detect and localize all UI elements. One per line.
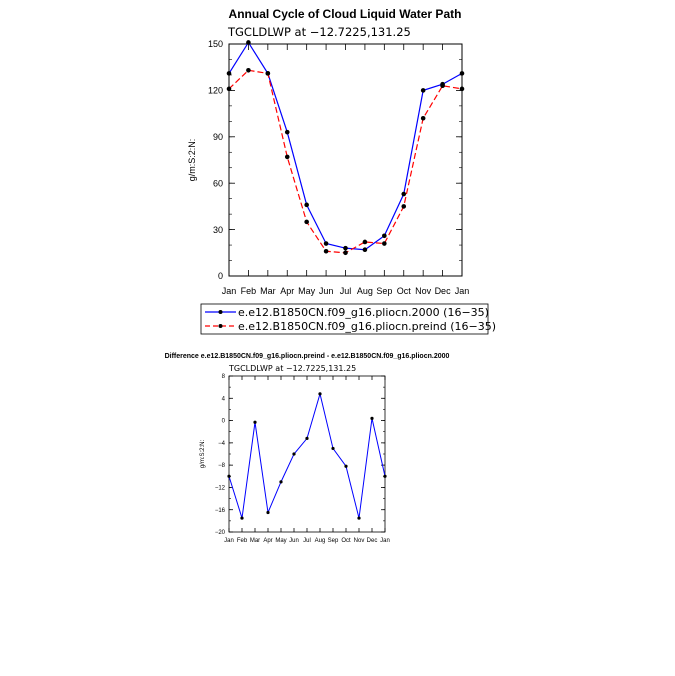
y-tick-label: 8 [221, 374, 225, 381]
legend-label-series-2: e.e12.B1850CN.f09_g16.pliocn.preind (16−35) [238, 320, 496, 333]
difference-series-group [227, 392, 386, 519]
plot-frame [229, 44, 462, 276]
y-tick-label: 30 [212, 224, 223, 235]
legend [201, 304, 496, 334]
series-1-point [357, 516, 360, 519]
difference-x-tick-labels [224, 538, 390, 544]
y-tick-label: 0 [217, 271, 223, 282]
series-1-point [324, 241, 329, 246]
x-tick-label: Jan [224, 538, 234, 544]
series-group [227, 40, 465, 255]
legend-marker-series-2 [219, 324, 223, 328]
y-tick-label: −4 [218, 440, 225, 447]
axis-ticks [229, 44, 462, 276]
annual-cycle-chart [187, 7, 496, 334]
x-tick-label: Jul [303, 538, 311, 544]
y-tick-label: 120 [207, 85, 223, 96]
x-tick-label: Aug [314, 538, 326, 544]
x-tick-label: Apr [263, 538, 273, 544]
x-tick-label: Oct [341, 538, 351, 544]
series-2-point [324, 249, 329, 254]
series-2-point [343, 251, 348, 256]
y-tick-label: −20 [214, 530, 225, 537]
series-2-point [363, 240, 368, 245]
series-1-line [229, 42, 462, 249]
y-tick-labels [208, 39, 223, 281]
series-1-point [344, 465, 347, 468]
series-1-point [318, 392, 321, 395]
x-tick-label: Jan [221, 286, 237, 296]
x-tick-label: May [298, 286, 316, 296]
y-tick-label: 0 [221, 418, 225, 425]
series-1-point [279, 480, 282, 483]
series-1-point [370, 417, 373, 420]
difference-y-tick-labels [215, 374, 226, 536]
series-2-point [382, 241, 387, 246]
x-tick-label: Jan [380, 538, 390, 544]
series-1-point [460, 71, 465, 76]
series-1-point [240, 516, 243, 519]
series-2-point [440, 83, 445, 88]
y-tick-label: 90 [212, 131, 223, 142]
difference-chart-subtitle: TGCLDLWP at −12.7225,131.25 [229, 364, 357, 373]
x-tick-label: Jun [289, 538, 299, 544]
difference-chart-title: Difference e.e12.B1850CN.f09_g16.pliocn.preind - e.e12.B1850CN.f09_g16.pliocn.2000 [164, 353, 450, 360]
series-2-line [229, 70, 462, 253]
x-tick-label: Oct [396, 286, 411, 296]
x-tick-label: Aug [356, 286, 373, 296]
series-2-point [266, 71, 271, 76]
x-tick-label: Sep [376, 286, 393, 296]
x-tick-label: Feb [236, 538, 248, 544]
series-1-point [292, 452, 295, 455]
series-1-point [343, 246, 348, 251]
series-1-point [227, 71, 232, 76]
series-1-point [382, 233, 387, 238]
difference-y-axis-label: g/m:S:2:N: [200, 439, 206, 469]
chart-title: Annual Cycle of Cloud Liquid Water Path [228, 7, 462, 21]
difference-chart [165, 353, 450, 544]
x-tick-label: Nov [415, 286, 432, 296]
series-1-point [363, 247, 368, 252]
series-2-point [304, 220, 309, 225]
x-tick-label: Mar [260, 286, 276, 296]
x-tick-label: May [275, 538, 287, 544]
series-1-point [401, 192, 406, 197]
difference-plot-frame [229, 376, 385, 532]
chart-subtitle: TGCLDLWP at −12.7225,131.25 [228, 25, 411, 39]
x-tick-label: Jul [339, 286, 352, 296]
x-tick-label: Dec [434, 286, 451, 296]
legend-label-series-1: e.e12.B1850CN.f09_g16.pliocn.2000 (16−35) [238, 306, 489, 319]
series-1-point [305, 437, 308, 440]
x-tick-label: Mar [249, 538, 261, 544]
y-tick-label: 60 [212, 178, 223, 189]
x-tick-label: Nov [353, 538, 365, 544]
x-tick-label: Apr [280, 286, 295, 296]
x-tick-label: Jan [454, 286, 470, 296]
series-1-point [285, 130, 290, 135]
series-1-point [383, 475, 386, 478]
x-tick-label: Jun [318, 286, 334, 296]
series-1-point [304, 203, 309, 208]
x-tick-label: Sep [327, 538, 339, 544]
series-2-point [460, 87, 465, 92]
series-1-point [227, 475, 230, 478]
y-tick-label: 4 [221, 396, 225, 403]
series-1-line [229, 394, 385, 518]
series-1-point [266, 511, 269, 514]
legend-marker-series-1 [219, 310, 223, 314]
series-1-point [246, 40, 251, 45]
difference-axis-ticks [229, 376, 385, 532]
series-1-point [331, 447, 334, 450]
y-tick-label: −8 [218, 463, 225, 470]
y-tick-label: 150 [207, 39, 223, 50]
series-2-point [246, 68, 251, 73]
x-tick-label: Feb [240, 286, 257, 296]
y-axis-label: g/m:S:2:N: [187, 138, 197, 182]
y-tick-label: −12 [214, 485, 225, 492]
series-2-point [227, 87, 232, 92]
series-2-point [421, 116, 426, 121]
y-tick-label: −16 [214, 507, 225, 514]
series-1-point [253, 421, 256, 424]
series-1-point [421, 88, 426, 93]
series-2-point [285, 155, 290, 160]
x-tick-labels [222, 286, 470, 296]
series-2-point [401, 204, 406, 209]
x-tick-label: Dec [366, 538, 378, 544]
